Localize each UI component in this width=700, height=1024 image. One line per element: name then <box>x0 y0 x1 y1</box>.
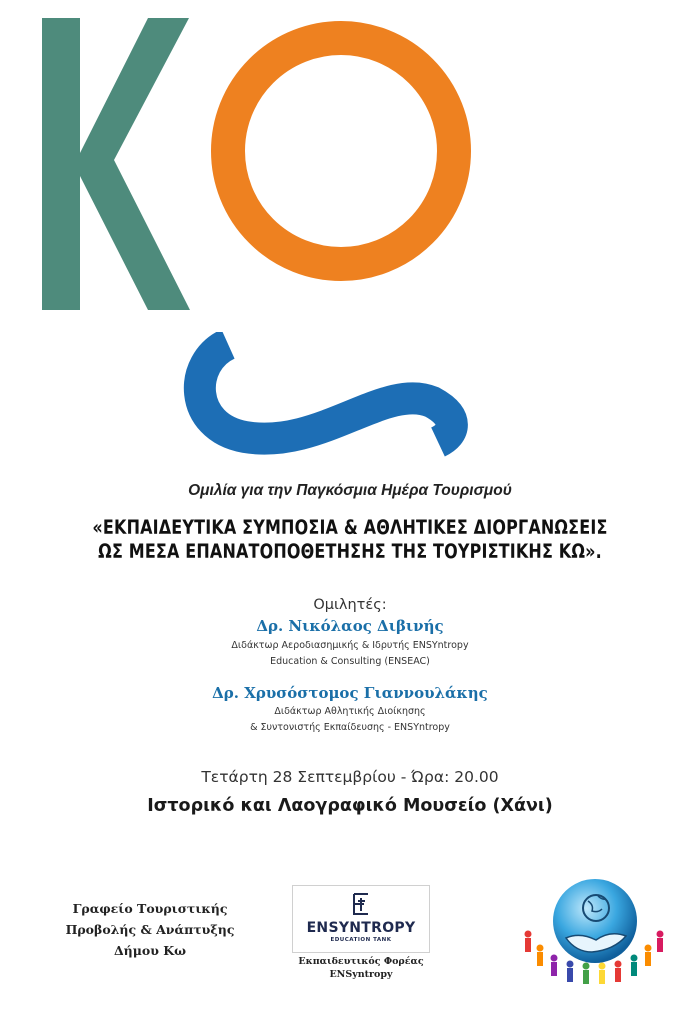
speaker-1-desc-line-1: Διδάκτωρ Αεροδιασημικής & Ιδρυτής ENSYntropy <box>231 640 469 651</box>
ensyntropy-caption-line-1: Εκπαιδευτικός Φορέας <box>298 956 424 967</box>
logo-s-wave <box>200 344 452 442</box>
ensyntropy-wordmark: ENSYNTROPY <box>306 920 416 936</box>
speaker-2-desc-line-2: & Συντονιστής Εκπαίδευσης - ENSYntropy <box>250 722 450 733</box>
logo-letter-o <box>210 20 472 282</box>
ensyntropy-caption-line-2: ENSyntropy <box>329 969 393 980</box>
speaker-2-name: Δρ. Χρυσόστομος Γιαννουλάκης <box>212 684 488 702</box>
office-line-3: Δήμου Κω <box>113 943 187 958</box>
speaker-2-desc-line-1: Διδάκτωρ Αθλητικής Διοίκησης <box>274 706 426 717</box>
globe-hand-people-icon <box>518 876 668 986</box>
event-subtitle: Ομιλία για την Παγκόσμια Ημέρα Τουρισμού <box>188 482 512 499</box>
ensyntropy-logo <box>292 885 430 953</box>
event-venue: Ιστορικό και Λαογραφικό Μουσείο (Χάνι) <box>147 796 553 816</box>
speaker-1-name: Δρ. Νικόλαος Διβινής <box>256 617 444 635</box>
ensyntropy-tagline: EDUCATION TANK <box>330 937 392 943</box>
event-title-line-1: «ΕΚΠΑΙΔΕΥΤΙΚΑ ΣΥΜΠΟΣΙΑ & ΑΘΛΗΤΙΚΕΣ ΔΙΟΡΓΑΝΩΣΕΙΣ <box>92 516 608 539</box>
event-title-line-2: ΩΣ ΜΕΣΑ ΕΠΑΝΑΤΟΠΟΘΕΤΗΣΗΣ ΤΗΣ ΤΟΥΡΙΣΤΙΚΗΣ ΚΩ». <box>98 540 602 563</box>
logo-k-shape <box>42 18 190 310</box>
ensyntropy-emblem-icon <box>350 891 372 917</box>
logo-letter-k <box>42 18 192 310</box>
title-band <box>0 514 700 570</box>
ensyntropy-caption <box>292 955 430 981</box>
logo-o-ring <box>228 38 454 264</box>
office-line-2: Προβολής & Ανάπτυξης <box>65 922 235 937</box>
speakers-label: Ομιλητές: <box>313 597 387 613</box>
speaker-1-desc-line-2: Education & Consulting (ENSEAC) <box>270 656 430 667</box>
office-line-1: Γραφείο Τουριστικής <box>72 901 228 916</box>
logo-letter-s <box>170 332 490 472</box>
tourism-office-text <box>40 898 260 961</box>
event-datetime: Τετάρτη 28 Σεπτεμβρίου - Ώρα: 20.00 <box>201 768 499 786</box>
